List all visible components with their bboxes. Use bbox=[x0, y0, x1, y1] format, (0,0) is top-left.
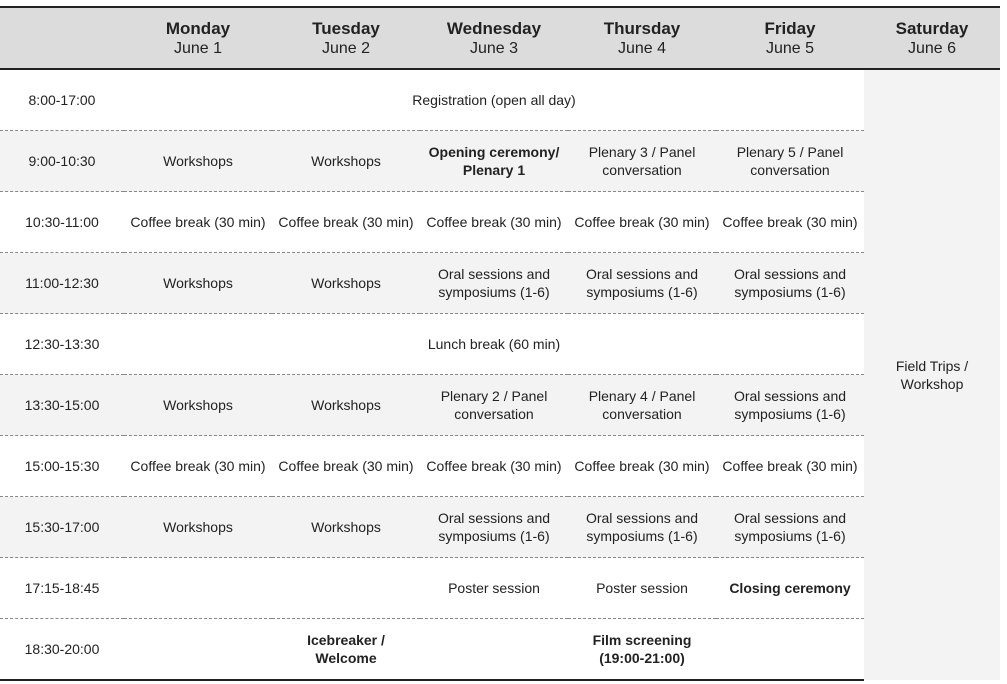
day-date: June 4 bbox=[617, 39, 667, 57]
header-friday bbox=[716, 7, 864, 69]
day-name: Tuesday bbox=[312, 18, 380, 38]
day-date: June 2 bbox=[321, 39, 371, 57]
session-cell: Oral sessions and symposiums (1-6) bbox=[716, 497, 864, 558]
session-cell: Film screening (19:00-21:00) bbox=[568, 619, 716, 681]
day-date: June 3 bbox=[469, 39, 519, 57]
time-slot: 13:30-15:00 bbox=[0, 375, 124, 436]
session-cell: Lunch break (60 min) bbox=[124, 314, 864, 375]
session-cell: Coffee break (30 min) bbox=[272, 436, 420, 497]
time-slot: 11:00-12:30 bbox=[0, 253, 124, 314]
schedule-row bbox=[0, 619, 1000, 681]
time-slot: 15:00-15:30 bbox=[0, 436, 124, 497]
session-cell: Coffee break (30 min) bbox=[716, 192, 864, 253]
session-cell: Closing ceremony bbox=[716, 558, 864, 619]
header-tuesday bbox=[272, 7, 420, 69]
session-cell: Coffee break (30 min) bbox=[124, 436, 272, 497]
session-cell: Coffee break (30 min) bbox=[124, 192, 272, 253]
session-cell: Coffee break (30 min) bbox=[272, 192, 420, 253]
session-cell: Oral sessions and symposiums (1-6) bbox=[420, 497, 568, 558]
session-cell: Workshops bbox=[272, 131, 420, 192]
day-name: Wednesday bbox=[446, 18, 542, 38]
time-slot: 15:30-17:00 bbox=[0, 497, 124, 558]
schedule-row bbox=[0, 436, 1000, 497]
session-cell: Workshops bbox=[124, 253, 272, 314]
saturday-field-trips-cell: Field Trips / Workshop bbox=[864, 69, 1000, 680]
session-cell: Workshops bbox=[124, 131, 272, 192]
session-cell: Workshops bbox=[124, 375, 272, 436]
day-date: June 1 bbox=[173, 39, 223, 57]
session-cell: Coffee break (30 min) bbox=[568, 192, 716, 253]
time-slot: 12:30-13:30 bbox=[0, 314, 124, 375]
session-cell: Plenary 5 / Panel conversation bbox=[716, 131, 864, 192]
schedule-row bbox=[0, 69, 1000, 131]
session-cell: Oral sessions and symposiums (1-6) bbox=[568, 497, 716, 558]
session-cell: Opening ceremony/ Plenary 1 bbox=[420, 131, 568, 192]
header-row bbox=[0, 7, 1000, 69]
schedule-row bbox=[0, 131, 1000, 192]
session-cell: Coffee break (30 min) bbox=[568, 436, 716, 497]
session-cell: Plenary 3 / Panel conversation bbox=[568, 131, 716, 192]
header-monday bbox=[124, 7, 272, 69]
header-corner bbox=[0, 7, 124, 69]
time-slot: 17:15-18:45 bbox=[0, 558, 124, 619]
session-cell: Plenary 4 / Panel conversation bbox=[568, 375, 716, 436]
time-slot: 10:30-11:00 bbox=[0, 192, 124, 253]
schedule-body bbox=[0, 69, 1000, 680]
session-cell bbox=[716, 619, 864, 681]
time-slot: 8:00-17:00 bbox=[0, 69, 124, 131]
day-name: Monday bbox=[165, 18, 231, 38]
header-saturday bbox=[864, 7, 1000, 69]
day-date: June 6 bbox=[907, 39, 957, 57]
session-cell: Workshops bbox=[272, 253, 420, 314]
schedule-row bbox=[0, 192, 1000, 253]
time-slot: 9:00-10:30 bbox=[0, 131, 124, 192]
session-cell: Poster session bbox=[420, 558, 568, 619]
schedule-row bbox=[0, 558, 1000, 619]
schedule-table bbox=[0, 6, 1000, 681]
schedule-row bbox=[0, 314, 1000, 375]
session-cell: Workshops bbox=[272, 375, 420, 436]
session-cell: Oral sessions and symposiums (1-6) bbox=[420, 253, 568, 314]
header-wednesday bbox=[420, 7, 568, 69]
day-name: Friday bbox=[764, 18, 816, 38]
schedule-row bbox=[0, 375, 1000, 436]
session-cell: Oral sessions and symposiums (1-6) bbox=[716, 253, 864, 314]
session-cell bbox=[420, 619, 568, 681]
session-cell: Coffee break (30 min) bbox=[420, 192, 568, 253]
session-cell bbox=[124, 558, 272, 619]
day-name: Thursday bbox=[603, 18, 681, 38]
session-cell: Poster session bbox=[568, 558, 716, 619]
session-cell: Coffee break (30 min) bbox=[716, 436, 864, 497]
session-cell: Workshops bbox=[124, 497, 272, 558]
session-cell: Coffee break (30 min) bbox=[420, 436, 568, 497]
schedule-row bbox=[0, 253, 1000, 314]
day-date: June 5 bbox=[765, 39, 815, 57]
session-cell: Plenary 2 / Panel conversation bbox=[420, 375, 568, 436]
time-slot: 18:30-20:00 bbox=[0, 619, 124, 681]
session-cell bbox=[272, 558, 420, 619]
schedule-row bbox=[0, 497, 1000, 558]
day-name: Saturday bbox=[895, 18, 969, 38]
header-thursday bbox=[568, 7, 716, 69]
session-cell: Registration (open all day) bbox=[124, 69, 864, 131]
session-cell: Oral sessions and symposiums (1-6) bbox=[568, 253, 716, 314]
session-cell bbox=[124, 619, 272, 681]
session-cell: Oral sessions and symposiums (1-6) bbox=[716, 375, 864, 436]
session-cell: Icebreaker / Welcome bbox=[272, 619, 420, 681]
session-cell: Workshops bbox=[272, 497, 420, 558]
